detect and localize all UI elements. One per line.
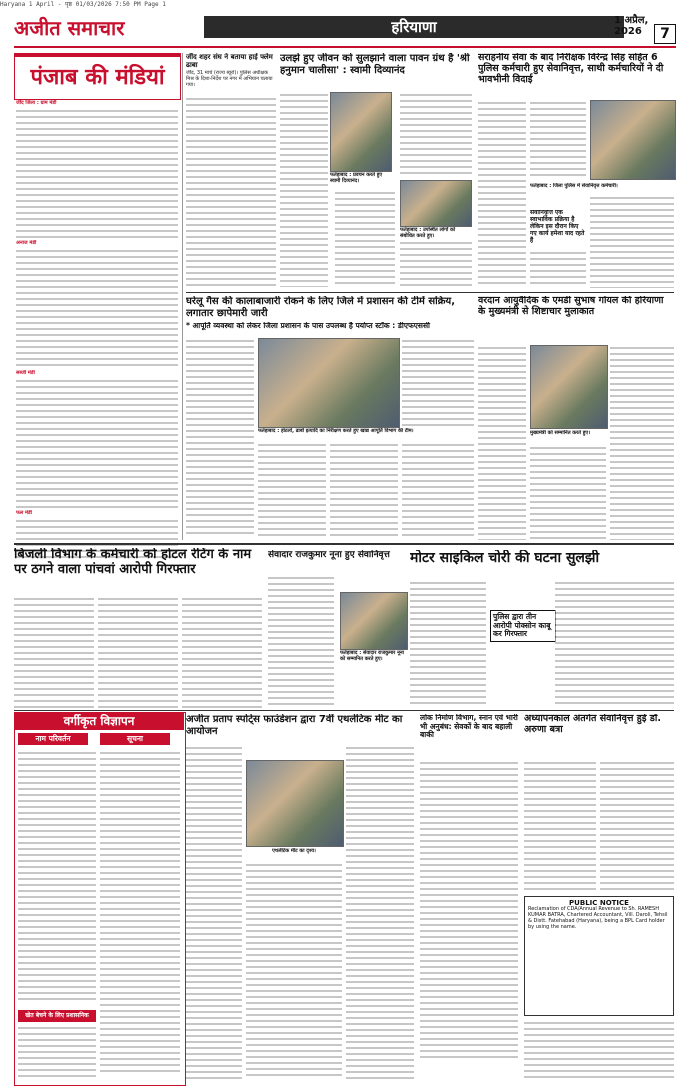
article1-headline: जींद शहर संघ ने बताया हाई फ्लेम ढाबा [186, 53, 273, 70]
classifieds-tab-notice: सूचना [100, 733, 170, 745]
article2-text-col1 [280, 92, 328, 287]
classifieds-bottom-heading: खेत बेचने के लिए प्रशासनिक [18, 1010, 96, 1022]
article4-subhead: * आपूर्ति व्यवस्था को लेकर जिला प्रशासन के पास उपलब्ध है पर्याप्त स्टॉक : डीएफएससी [186, 322, 430, 330]
print-header: Haryana 1 April - पृष्ठ 01/03/2026 7:50 PM Page 1 [0, 1, 166, 8]
article9-text-col1 [186, 745, 242, 1080]
mandi-text-block-3 [16, 378, 178, 508]
article4-text-col4 [330, 442, 398, 540]
article11-text-col1 [524, 760, 596, 890]
classifieds-text-col2 [100, 750, 180, 1075]
article6-text-col1 [14, 596, 94, 708]
article6-text-col2 [98, 596, 178, 708]
mandi-text-block-2 [16, 248, 178, 368]
issue-date: 1 अप्रैल, 2026 [614, 15, 649, 37]
article11-text-col2 [600, 760, 674, 890]
article5-caption: मुख्यमंत्री को सम्मानित करते हुए। [530, 430, 591, 436]
classifieds-title: वर्गीकृत विज्ञापन [14, 712, 184, 730]
article10-headline: लोक निर्माण विभाग, स्नान एवं भारी भी अनुबंध: सेवकों के बाद बहाली बाकी [420, 714, 518, 740]
article9-photo [246, 760, 344, 847]
article7-text-col1 [268, 575, 334, 705]
article7-headline: सेवादार राजकुमार नूना हुए सेवानिवृत्त [268, 550, 390, 560]
article1-lead: जींद, 31 मार्च (राज्य ब्यूरो)। पुलिस अधीक्षक मिश्र के दिशा-निर्देश पर नगर में अभियान चलाया गया। [186, 70, 273, 89]
paper-name: अजीत समाचार [14, 16, 125, 40]
mandi-title: पंजाब की मंडियां [30, 65, 165, 90]
article6-headline: बिजली विभाग के कर्मचारी को होटल रेटिंग के नाम पर ठगने वाला पांचवां आरोपी गिरफ्तार [14, 548, 252, 577]
article3-photo [590, 100, 676, 180]
mandi-item1-heading: जींद जिला : ग्राम मंडी [16, 100, 57, 106]
article9-text-col2 [346, 745, 414, 1080]
article9-headline: अजीत प्रताप स्पोर्ट्स फाउंडेशन द्वारा 7वीं एथलेटिक मीट का आयोजन [186, 714, 403, 737]
article1-text [186, 96, 276, 286]
article5-text-col3 [530, 445, 606, 540]
article3-text-col1 [478, 100, 526, 288]
article4-text-col3 [258, 442, 326, 540]
article6-text-col3 [182, 596, 262, 708]
public-notice-title: PUBLIC NOTICE [569, 899, 629, 907]
article5-text-col1 [478, 345, 526, 540]
article9-text-col3 [246, 862, 342, 1080]
masthead [14, 14, 676, 48]
mandi-item3-heading: सब्जी मंडी [16, 370, 35, 376]
mandi-item4-heading: फल मंडी [16, 510, 32, 516]
article9-photo-label: एथलेटिक मीट का दृश्य। [272, 848, 316, 854]
article4-text-col5 [402, 442, 474, 540]
article4-headline: घरेलू गैस की कालाबाजारी रोकने के लिए जिले में प्रशासन की टीमें सक्रिय, लगातार छापेमारी जारी [186, 296, 456, 319]
article3-text-col3 [530, 250, 586, 288]
mandi-item2-heading: अनाज मंडी [16, 240, 37, 246]
article10-text [420, 760, 518, 1060]
article7-photo [340, 592, 408, 650]
public-notice-fine-print [524, 1020, 674, 1080]
mandi-box [14, 53, 181, 100]
article8-text-col1 [410, 580, 486, 708]
article3-caption: फतेहाबाद : जिला पुलिस में सेवानिवृत्त कर्मचारी। [530, 183, 618, 189]
article5-text-col2 [610, 345, 674, 540]
article4-text-col2 [402, 338, 474, 426]
section-banner: हरियाणा [204, 16, 624, 38]
article2-photo-left [330, 92, 392, 172]
article2-caption-left: फतेहाबाद : प्रवचन करते हुए स्वामी दिव्यानंद। [330, 172, 383, 184]
article8-text-col2 [555, 580, 674, 708]
classifieds-text-col1 [18, 750, 96, 1000]
article2-text-col2 [335, 190, 395, 287]
page-number: 7 [654, 24, 676, 44]
article2-caption-right: फतेहाबाद : उपस्थित लोगों को संबोधित करते हुए। [400, 227, 456, 239]
article4-text-col1 [186, 338, 254, 538]
column-divider [182, 53, 183, 540]
article3-pullquote-left: सेवानिवृत्ति एक स्वाभाविक प्रक्रिया है लेकिन इस दौरान किए गए कार्य हमेशा याद रहते हैं [530, 210, 585, 244]
article3-text-col4 [590, 195, 674, 288]
row-divider-2 [14, 710, 674, 711]
classifieds-text-col3 [18, 1025, 96, 1080]
article4-caption: फतेहाबाद : होटलों, ढाबों इत्यादि का निरीक्षण करते हुए खाद्य आपूर्ति विभाग की टीम। [258, 428, 414, 434]
classifieds-tab-name-change: नाम परिवर्तन [18, 733, 88, 745]
article5-headline: वरदान आयुर्वैदिक के एमडी सुभाष गोयल की हरियाणा के मुख्यमंत्री से शिष्टाचार मुलाकात [478, 296, 664, 317]
article8-headline: मोटर साइकिल चोरी की घटना सुलझी [410, 550, 600, 566]
row-divider [186, 292, 674, 293]
article2-text-col4 [400, 240, 472, 287]
article8-callout: पुलिस द्वारा तीन आरोपी पोक्सोन काबू कर गिरफ्तार [490, 610, 556, 642]
article11-headline: अध्यापनकाल अंतर्गत सेवानिवृत्त हुई डॉ. अरुणा बत्रा [524, 714, 661, 735]
public-notice [524, 896, 674, 1016]
article4-photo [258, 338, 400, 428]
article2-text-col3 [400, 92, 472, 177]
article7-caption: फतेहाबाद : सेवादार राजकुमार नूना को सम्मानित करते हुए। [340, 650, 404, 662]
mandi-text-block-1 [16, 108, 178, 238]
public-notice-text: Reclamation of CDA/Annual Revenue to Sh. RAMESH KUMAR BATRA, Chartered Accountant, Vill. Daroli, Tehsil & Distt. Fatehabad (Haryana), being a BPL Card holder by using the name. [528, 906, 668, 930]
article5-photo [530, 345, 608, 429]
section-divider [14, 543, 674, 545]
article3-headline: सराहनीय सेवा के बाद निरीक्षक विरेन्द्र सिंह सहित 6 पुलिस कर्मचारी हुए सेवानिवृत्त, साथी कर्मचारियों ने दी भावभीनी विदाई [478, 53, 664, 85]
article2-photo-right [400, 180, 472, 227]
article3-text-col2 [530, 100, 586, 178]
article2-headline: उलझे हुए जीवन को सुलझाने वाला पावन ग्रंथ है 'श्री हनुमान चालीसा' : स्वामी दिव्यानंद [280, 53, 470, 76]
